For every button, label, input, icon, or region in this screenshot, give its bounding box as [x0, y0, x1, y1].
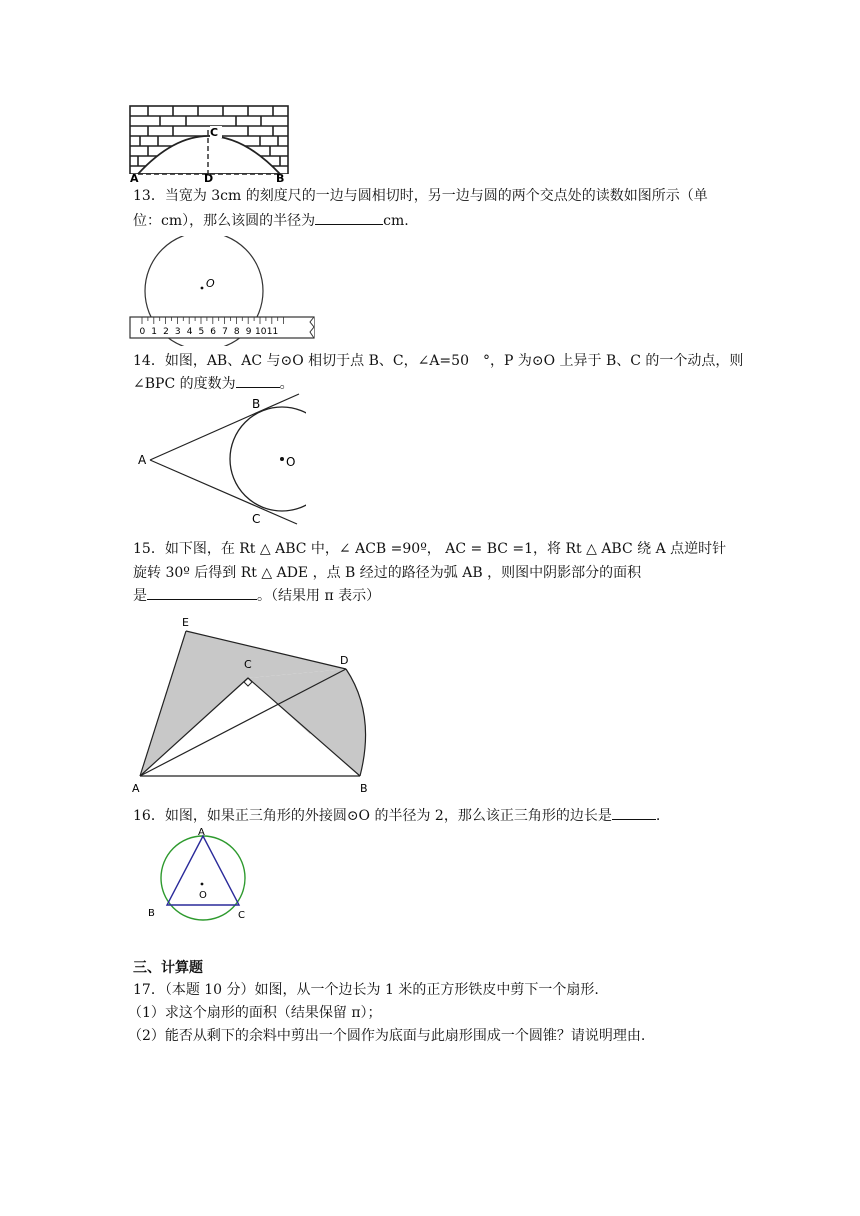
triangle-label-b: B	[148, 908, 155, 919]
q13-answer-blank	[315, 210, 383, 225]
rotation-figure	[128, 614, 378, 798]
q15-text-a: 是	[133, 588, 147, 604]
rotation-label-d: D	[340, 654, 349, 667]
bridge-arch-figure	[128, 104, 293, 182]
q15-text-line3	[133, 585, 733, 606]
inscribed-triangle-figure	[144, 826, 254, 922]
q15-answer-blank	[147, 585, 257, 600]
ruler-tick-label: 11	[266, 327, 279, 337]
ruler-tick-label: 3	[174, 327, 181, 337]
rotation-label-a: A	[132, 782, 140, 795]
ruler-tick-label: 7	[222, 327, 228, 337]
ruler-tick-label: 5	[198, 327, 205, 337]
bridge-label-b: B	[276, 172, 285, 182]
q14-text-b: 。	[279, 376, 294, 392]
q17-line1: 17．（本题 10 分）如图，从一个边长为 1 米的正方形铁皮中剪下一个扇形.	[133, 982, 599, 998]
triangle-label-o: O	[199, 890, 207, 901]
ruler-tick-label: 10	[255, 327, 267, 337]
tangent-label-o: O	[286, 455, 296, 469]
q14-answer-blank	[236, 373, 280, 388]
ruler-tick-label: 1	[151, 327, 158, 337]
q16-answer-blank	[612, 805, 656, 820]
q14-text-a: ∠BPC 的度数为	[133, 376, 236, 392]
tangent-figure	[134, 388, 306, 528]
rotation-label-c: C	[244, 658, 252, 671]
ruler-tick-label: 9	[245, 327, 252, 337]
tangent-label-c: C	[252, 512, 261, 526]
q17-line3: （2）能否从剩下的余料中剪出一个圆作为底面与此扇形围成一个圆锥？请说明理由.	[128, 1028, 646, 1044]
q16-text-a: 16．如图，如果正三角形的外接圆⊙O 的半径为 2，那么该正三角形的边长是	[133, 808, 612, 824]
q17-line2: （1）求这个扇形的面积（结果保留 π）；	[128, 1005, 382, 1021]
tangent-label-a: A	[138, 453, 147, 467]
tangent-label-b: B	[252, 397, 261, 411]
bridge-label-a: A	[130, 172, 139, 182]
ruler-tick-label: 0	[139, 327, 146, 337]
circle-ruler-figure	[126, 236, 322, 346]
ruler-tick-label: 2	[163, 327, 169, 337]
q15-text-b: 。（结果用 π 表示）	[257, 588, 381, 604]
ruler-tick-label: 6	[210, 327, 217, 337]
q16-text	[133, 805, 733, 826]
q13-text-b: cm.	[383, 213, 409, 229]
bridge-label-d: D	[204, 172, 214, 182]
q14-text-line1: 14．如图，AB、AC 与⊙O 相切于点 B、C，∠A=50 °，P 为⊙O 上异于 B、C 的一个动点，则	[133, 353, 744, 369]
q13-text-line1: 13．当宽为 3cm 的刻度尺的一边与圆相切时，另一边与圆的两个交点处的读数如图所示（单	[133, 188, 708, 204]
rotation-label-b: B	[360, 782, 368, 795]
triangle-label-a: A	[198, 827, 205, 838]
rotation-label-e: E	[182, 616, 189, 629]
ruler-tick-label: 4	[186, 327, 193, 337]
q16-text-b: .	[655, 808, 661, 824]
section3-heading: 三、计算题	[133, 960, 203, 976]
bridge-label-c: C	[210, 126, 219, 139]
q15-text-line1: 15．如下图，在 Rt △ ABC 中，∠ ACB =90º， AC = BC =1，将 Rt △ ABC 绕 A 点逆时针	[133, 541, 727, 557]
triangle-label-c: C	[238, 910, 245, 921]
q15-text-line2: 旋转 30º 后得到 Rt △ ADE ，点 B 经过的路径为弧 AB ，则图中阴影部分的面积	[133, 565, 642, 581]
q13-text-a: 位：cm），那么该圆的半径为	[133, 213, 316, 229]
circle-center-label-o: O	[206, 277, 215, 290]
ruler-tick-label: 8	[233, 327, 240, 337]
q13-text-line2	[133, 210, 733, 231]
